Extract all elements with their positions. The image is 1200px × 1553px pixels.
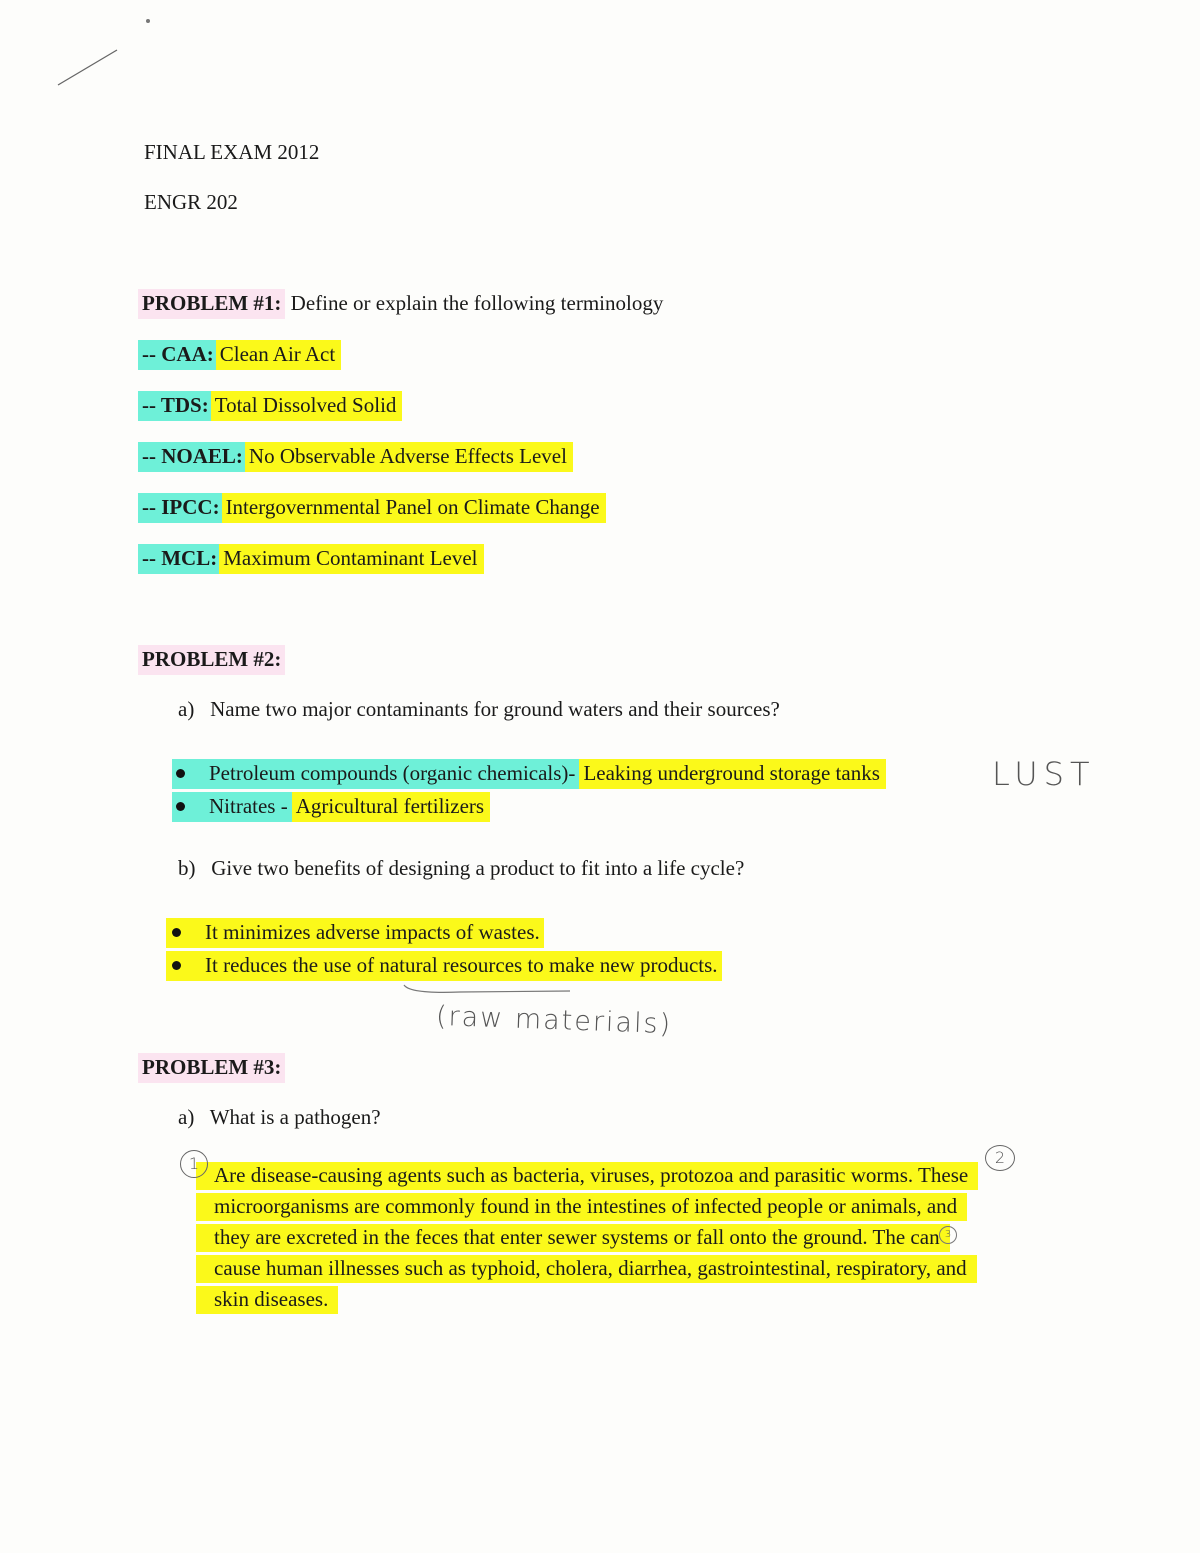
term-label: -- NOAEL: [138,442,245,472]
term-row-noael [138,443,573,469]
course-code: ENGR 202 [144,190,238,214]
term-label: -- CAA: [138,340,216,370]
answer-line: microorganisms are commonly found in the intestines of infected people or animals, and [196,1193,967,1221]
problem3a-question [178,1104,381,1130]
answer-line: skin diseases. [196,1286,338,1314]
problem1-label: PROBLEM #1: [138,289,285,319]
term-row-mcl [138,545,484,571]
pencil-stroke-mark [55,45,125,90]
benefit-text: It reduces the use of natural resources to make new products. [205,953,718,977]
answer-line: cause human illnesses such as typhoid, cholera, diarrhea, gastrointestinal, respiratory, and [196,1255,977,1283]
bullet-icon [176,769,185,778]
exam-title: FINAL EXAM 2012 [144,140,320,164]
handwritten-lust-note: LUST [992,755,1096,793]
bullet-icon [172,928,181,937]
problem2b-question [178,855,744,881]
problem3-label: PROBLEM #3: [138,1053,285,1083]
contaminant-text: Petroleum compounds (organic chemicals)- [209,761,576,785]
term-definition: Total Dissolved Solid [211,391,403,421]
term-definition: Clean Air Act [216,340,341,370]
problem2-heading [138,646,285,672]
circled-marker-2: 2 [985,1145,1015,1171]
question-text: Give two benefits of designing a product to fit into a life cycle? [211,856,745,880]
problem1-heading [138,290,663,316]
source-text: Agricultural fertilizers [292,792,490,822]
benefit-text: It minimizes adverse impacts of wastes. [205,920,540,944]
answer-line: they are excreted in the feces that enter sewer systems or fall onto the ground. The can [196,1224,950,1252]
problem2a-answer-1 [172,760,886,786]
term-row-caa [138,341,341,367]
question-text: What is a pathogen? [209,1105,381,1129]
question-text: Name two major contaminants for ground waters and their sources? [210,697,780,721]
term-label: -- IPCC: [138,493,222,523]
question-marker: a) [178,1105,195,1129]
term-row-tds [138,392,402,418]
term-definition: Maximum Contaminant Level [219,544,483,574]
term-row-ipcc [138,494,606,520]
problem2b-answer-2 [166,952,722,978]
problem3-heading [138,1054,285,1080]
pathogen-answer [196,1160,1066,1315]
problem2a-answer-2 [172,793,490,819]
bullet-icon [172,961,181,970]
handwritten-raw-materials-note: (raw materials) [435,1000,673,1041]
term-definition: No Observable Adverse Effects Level [245,442,573,472]
problem2a-question [178,696,780,722]
question-marker: a) [178,697,195,721]
source-text: Leaking underground storage tanks [579,759,885,789]
speck-mark [146,19,150,23]
contaminant-text: Nitrates - [209,794,288,818]
problem2-label: PROBLEM #2: [138,645,285,675]
circled-marker-3: 3 [939,1226,957,1244]
term-label: -- TDS: [138,391,211,421]
problem1-prompt: Define or explain the following terminology [290,291,664,315]
problem2b-answer-1 [166,919,544,945]
circled-marker-1: 1 [180,1150,208,1178]
term-label: -- MCL: [138,544,219,574]
term-definition: Intergovernmental Panel on Climate Change [222,493,606,523]
handwritten-underline [400,982,580,998]
answer-line: Are disease-causing agents such as bacteria, viruses, protozoa and parasitic worms. These [196,1162,978,1190]
bullet-icon [176,802,185,811]
question-marker: b) [178,856,196,880]
